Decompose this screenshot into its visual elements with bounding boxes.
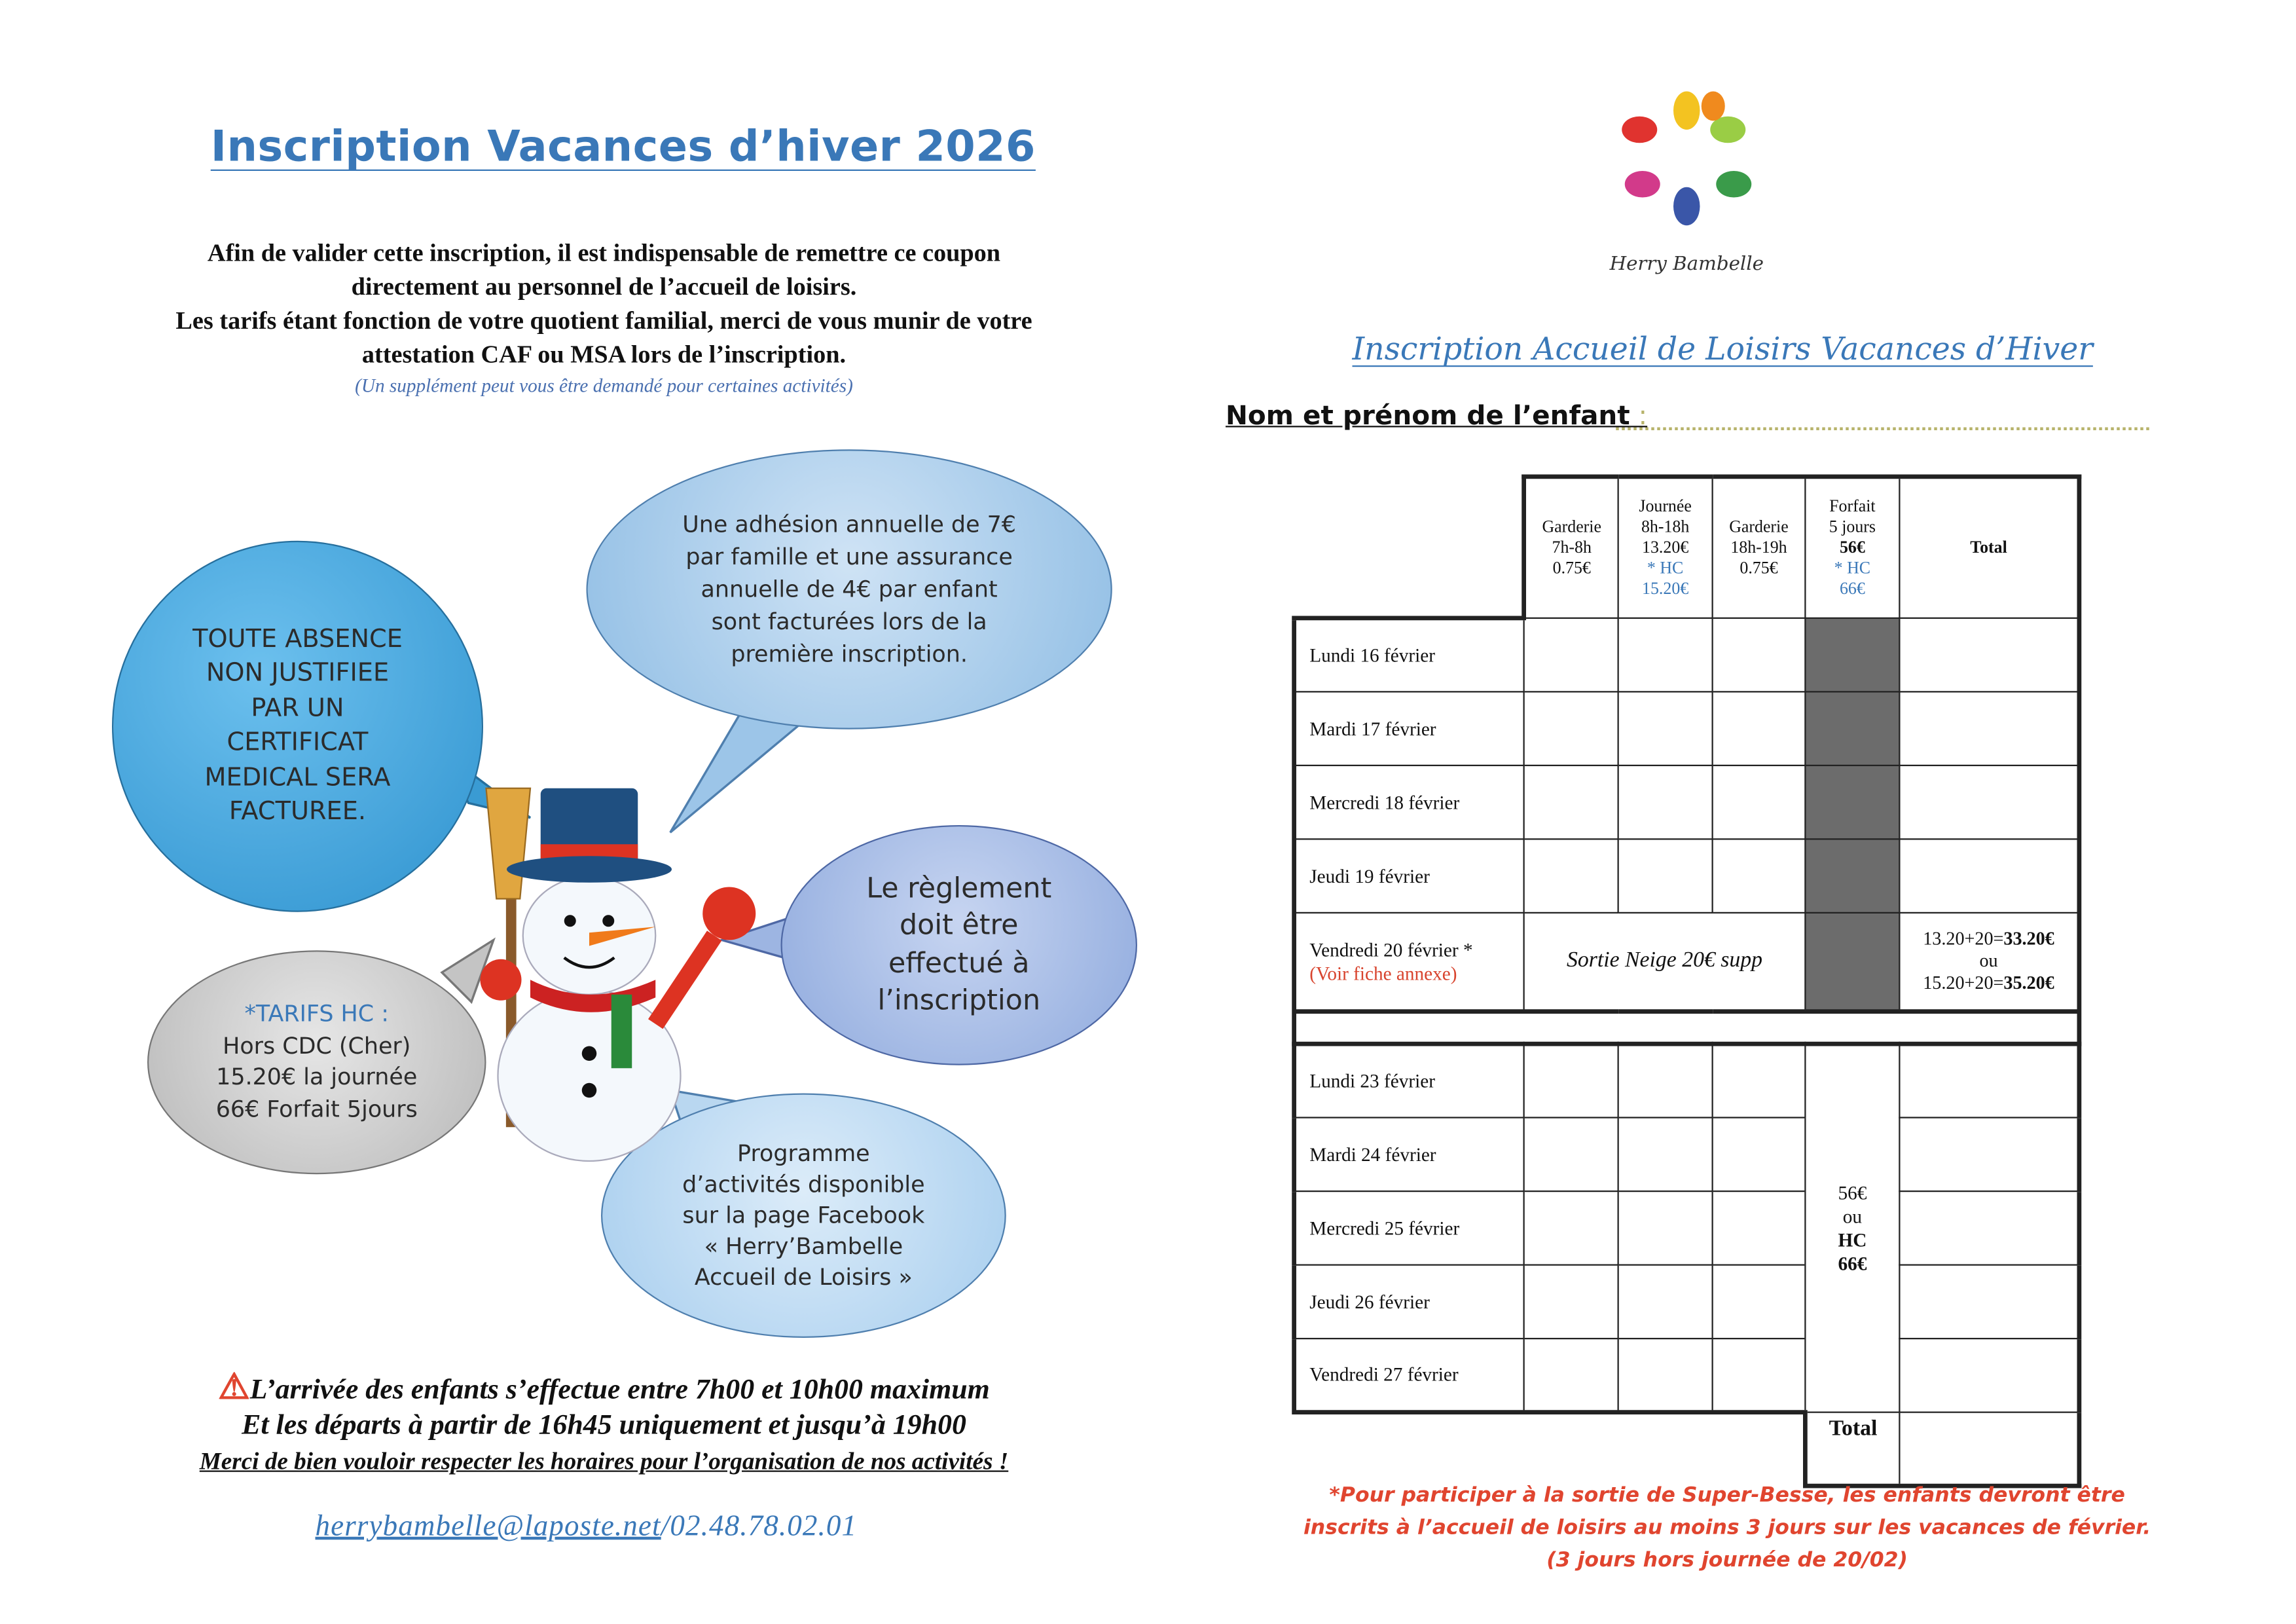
blank: [1294, 1412, 1806, 1486]
intro-note: (Un supplément peut vous être demandé pour certaines activités): [355, 374, 853, 397]
bubble-line: annuelle de 4€ par enfant: [701, 576, 998, 603]
journee-cell[interactable]: [1618, 1118, 1713, 1192]
warning-line: [88, 1371, 1120, 1409]
garderie-matin-cell[interactable]: [1524, 1191, 1618, 1265]
table-row: [1294, 1118, 2079, 1192]
journee-cell[interactable]: [1618, 766, 1713, 840]
header-row: [1294, 477, 2079, 618]
journee-cell[interactable]: [1618, 839, 1713, 913]
garderie-matin-cell[interactable]: [1524, 766, 1618, 840]
table-row: [1294, 766, 2079, 840]
table-row: [1294, 1044, 2079, 1118]
bubble-line: par famille et une assurance: [685, 544, 1013, 570]
day-total-cell[interactable]: [1899, 1118, 2079, 1192]
bubble-line: NON JUSTIFIEE: [206, 658, 390, 688]
day-label: Vendredi 27 février: [1294, 1338, 1524, 1412]
phone: /02.48.78.02.01: [661, 1510, 858, 1543]
table-row: [1294, 692, 2079, 766]
header-forfait: Forfait 5 jours 56€ * HC 66€: [1805, 477, 1899, 618]
left-title: Inscription Vacances d’hiver 2026: [210, 120, 1036, 171]
bubble-line: Le règlement: [866, 871, 1052, 904]
bubble-line: première inscription.: [731, 640, 968, 668]
child-name-field[interactable]: [1616, 428, 2149, 431]
schedule-warning: [88, 1371, 1120, 1480]
journee-cell[interactable]: [1618, 1191, 1713, 1265]
garderie-soir-cell[interactable]: [1713, 618, 1806, 692]
day-total-cell[interactable]: [1899, 1191, 2079, 1265]
bubble-adhesion: [587, 449, 1112, 729]
intro-line: attestation CAF ou MSA lors de l’inscription.: [361, 340, 847, 369]
table-row-friday-20: [1294, 913, 2079, 1012]
day-total-cell[interactable]: [1899, 692, 2079, 766]
journee-cell[interactable]: [1618, 618, 1713, 692]
garderie-matin-cell[interactable]: [1524, 839, 1618, 913]
footnote-line: inscrits à l’accueil de loisirs au moins 3 jours sur les vacances de février.: [1303, 1516, 2151, 1540]
garderie-matin-cell[interactable]: [1524, 1044, 1618, 1118]
forfait-disabled-cell: [1805, 913, 1899, 1012]
forfait-week-cell[interactable]: 56€ ou HC 66€: [1805, 1044, 1899, 1412]
grand-total-cell[interactable]: [1899, 1412, 2079, 1486]
day-label: Lundi 16 février: [1294, 618, 1524, 692]
table-row: [1294, 839, 2079, 913]
day-label: Mercredi 18 février: [1294, 766, 1524, 840]
bubble-line: MEDICAL SERA: [204, 762, 391, 792]
child-name-label: [1226, 401, 1647, 432]
bubble-line: 66€ Forfait 5jours: [215, 1095, 418, 1122]
total-row: [1294, 1412, 2079, 1486]
warning-icon: ⚠: [218, 1369, 250, 1407]
journee-cell[interactable]: [1618, 692, 1713, 766]
bubble-line: doit être: [899, 909, 1019, 942]
bubble-line: Accueil de Loisirs »: [694, 1263, 913, 1290]
bubble-line: TOUTE ABSENCE: [192, 623, 403, 654]
garderie-matin-cell[interactable]: [1524, 692, 1618, 766]
bubble-line: sont facturées lors de la: [711, 608, 987, 635]
garderie-matin-cell[interactable]: [1524, 1338, 1618, 1412]
garderie-soir-cell[interactable]: [1713, 692, 1806, 766]
garderie-soir-cell[interactable]: [1713, 839, 1806, 913]
garderie-matin-cell[interactable]: [1524, 1265, 1618, 1339]
total-label: Total: [1805, 1412, 1899, 1486]
header-blank: [1294, 477, 1524, 618]
intro-line: Les tarifs étant fonction de votre quotient familial, merci de vous munir de votre: [175, 306, 1032, 335]
day-total-cell[interactable]: [1899, 618, 2079, 692]
garderie-matin-cell[interactable]: [1524, 1118, 1618, 1192]
bubble-line: l’inscription: [877, 984, 1041, 1017]
garderie-soir-cell[interactable]: [1713, 1265, 1806, 1339]
table-row: [1294, 1191, 2079, 1265]
day-label: Jeudi 26 février: [1294, 1265, 1524, 1339]
day-label: Vendredi 20 février * (Voir fiche annexe): [1294, 913, 1524, 1012]
journee-cell[interactable]: [1618, 1044, 1713, 1118]
registration-table: [1292, 475, 2081, 1488]
bubble-line: CERTIFICAT: [227, 728, 369, 758]
bubble-line: effectué à: [888, 946, 1030, 980]
day-label: Mardi 24 février: [1294, 1118, 1524, 1192]
day-total-cell[interactable]: [1899, 766, 2079, 840]
header-journee: Journée 8h-18h 13.20€ * HC 15.20€: [1618, 477, 1713, 618]
bubble-line: Une adhésion annuelle de 7€: [682, 511, 1017, 538]
garderie-soir-cell[interactable]: [1713, 1118, 1806, 1192]
day-label: Jeudi 19 février: [1294, 839, 1524, 913]
email-link[interactable]: herrybambelle@laposte.net: [315, 1510, 661, 1543]
bubble-line: d’activités disponible: [682, 1170, 925, 1198]
header-garderie-matin: Garderie 7h-8h 0.75€: [1524, 477, 1618, 618]
warning-line: Merci de bien vouloir respecter les horaires pour l’organisation de nos activités !: [199, 1447, 1009, 1475]
bubble-line: PAR UN: [251, 693, 344, 723]
contact: [316, 1510, 858, 1544]
journee-cell[interactable]: [1618, 1265, 1713, 1339]
day-total-cell[interactable]: [1899, 1265, 2079, 1339]
sortie-neige-cell: Sortie Neige 20€ supp: [1524, 913, 1806, 1012]
day-total-cell[interactable]: [1899, 1044, 2079, 1118]
friday-total-cell: 13.20+20=33.20€ ou 15.20+20=35.20€: [1899, 913, 2079, 1012]
bubble-line: Hors CDC (Cher): [223, 1032, 411, 1059]
bubble-line: FACTUREE.: [228, 797, 367, 827]
bubble-reglement: [781, 825, 1138, 1065]
header-garderie-soir: Garderie 18h-19h 0.75€: [1713, 477, 1806, 618]
tarifs-title: *TARIFS HC :: [244, 1000, 389, 1027]
forfait-disabled-cell: [1805, 692, 1899, 766]
forfait-disabled-cell: [1805, 839, 1899, 913]
intro-line: Afin de valider cette inscription, il est indispensable de remettre ce coupon: [207, 238, 1001, 267]
bubble-line: sur la page Facebook: [682, 1201, 925, 1228]
snowman-illustration: [420, 773, 773, 1172]
garderie-soir-cell[interactable]: [1713, 1338, 1806, 1412]
intro-line: directement au personnel de l’accueil de loisirs.: [351, 272, 857, 301]
footnote-line: *Pour participer à la sortie de Super-Besse, les enfants devront être: [1329, 1483, 2125, 1507]
brand-name: Herry Bambelle: [1609, 253, 1764, 276]
table-row: [1294, 1338, 2079, 1412]
day-total-cell[interactable]: [1899, 839, 2079, 913]
journee-cell[interactable]: [1618, 1338, 1713, 1412]
bubble-line: « Herry’Bambelle: [704, 1232, 903, 1259]
warning-line: Et les départs à partir de 16h45 uniquement et jusqu’à 19h00: [242, 1410, 966, 1441]
forfait-disabled-cell: [1805, 618, 1899, 692]
day-label: Lundi 23 février: [1294, 1044, 1524, 1118]
garderie-matin-cell[interactable]: [1524, 618, 1618, 692]
separator-cell: [1294, 1012, 2079, 1044]
day-total-cell[interactable]: [1899, 1338, 2079, 1412]
day-label: Mardi 17 février: [1294, 692, 1524, 766]
garderie-soir-cell[interactable]: [1713, 1191, 1806, 1265]
warning-text: L’arrivée des enfants s’effectue entre 7h00 et 10h00 maximum: [249, 1375, 990, 1406]
footnote-line: (3 jours hors journée de 20/02): [1546, 1548, 1908, 1572]
label-text: Nom et prénom de l’enfant: [1226, 401, 1630, 432]
day-label: Mercredi 25 février: [1294, 1191, 1524, 1265]
header-total: Total: [1899, 477, 2079, 618]
label-sep: :: [1630, 401, 1648, 432]
week-separator: [1294, 1012, 2079, 1044]
garderie-soir-cell[interactable]: [1713, 1044, 1806, 1118]
bubble-line: 15.20€ la journée: [216, 1063, 418, 1090]
table-row: [1294, 1265, 2079, 1339]
footnote: [1296, 1479, 2158, 1577]
bubble-line: Programme: [737, 1139, 870, 1166]
right-title: Inscription Accueil de Loisirs Vacances d’Hiver: [1352, 331, 2093, 367]
garderie-soir-cell[interactable]: [1713, 766, 1806, 840]
table-row: [1294, 618, 2079, 692]
herry-bambelle-logo: [1613, 88, 1760, 236]
forfait-disabled-cell: [1805, 766, 1899, 840]
